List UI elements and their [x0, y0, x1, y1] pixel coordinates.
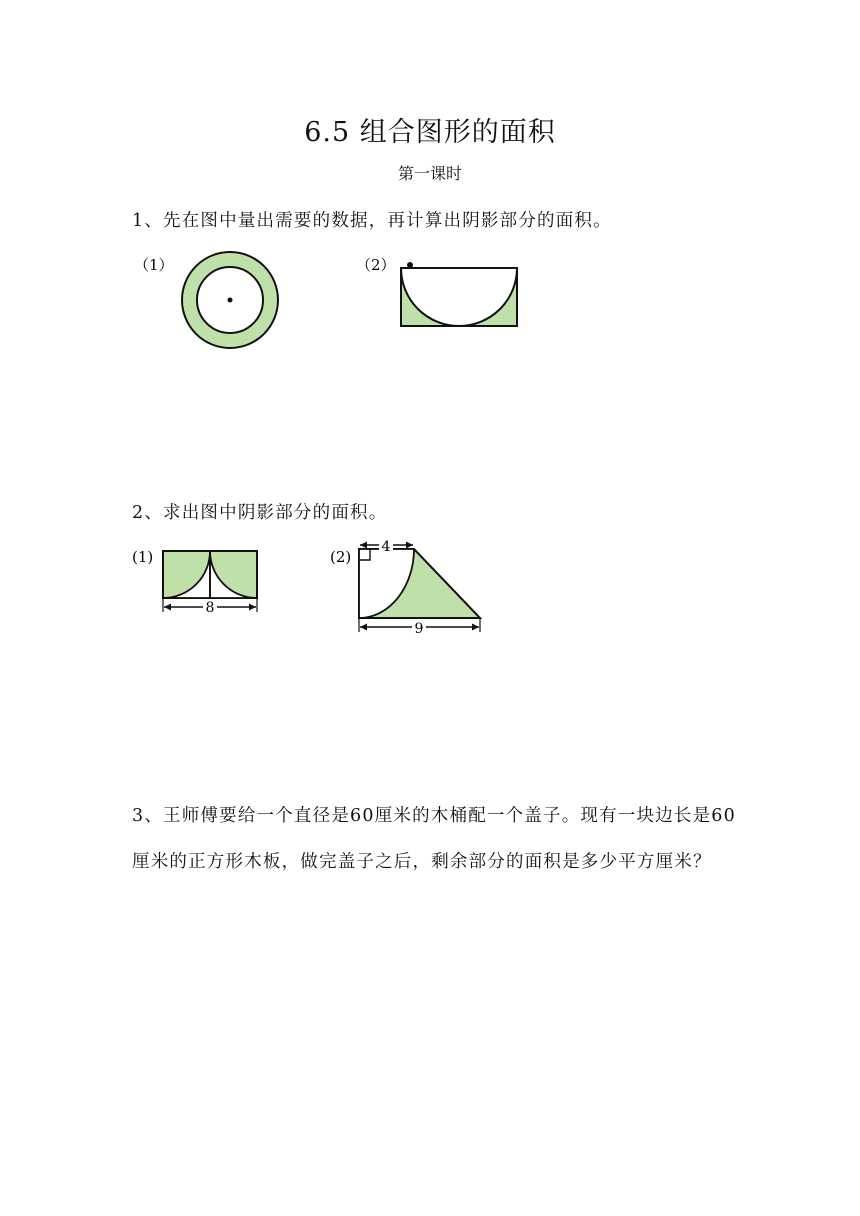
- bottom-value: 9: [414, 621, 424, 637]
- q1-figure-1-annulus: [130, 250, 290, 362]
- q2-figure-1-quarter-circles: [130, 540, 270, 620]
- q2-figure-2-label: (2): [330, 548, 352, 566]
- q1-figure-1-label: （1）: [134, 256, 174, 274]
- corner-dot: [407, 262, 413, 268]
- top-value: 4: [381, 540, 391, 555]
- q1-figure-2-label: （2）: [356, 256, 396, 274]
- question-2-text: 2、求出图中阴影部分的面积。: [132, 503, 388, 523]
- question-3-text: 3、王师傅要给一个直径是60厘米的木桶配一个盖子。现有一块边长是60厘米的正方形木板，做完盖子之后，剩余部分的面积是多少平方厘米？: [132, 806, 736, 872]
- page-title: 6.5 组合图形的面积: [304, 117, 556, 148]
- question-1-text: 1、先在图中量出需要的数据，再计算出阴影部分的面积。: [132, 211, 612, 231]
- width-value: 8: [205, 600, 215, 616]
- center-point: [228, 298, 233, 303]
- q1-figure-2-rect-semicircle: [352, 250, 527, 332]
- q2-figure-2-trapezoid: [328, 540, 488, 637]
- q2-figure-1-label: (1): [132, 548, 154, 566]
- lesson-subtitle: 第一课时: [397, 164, 462, 183]
